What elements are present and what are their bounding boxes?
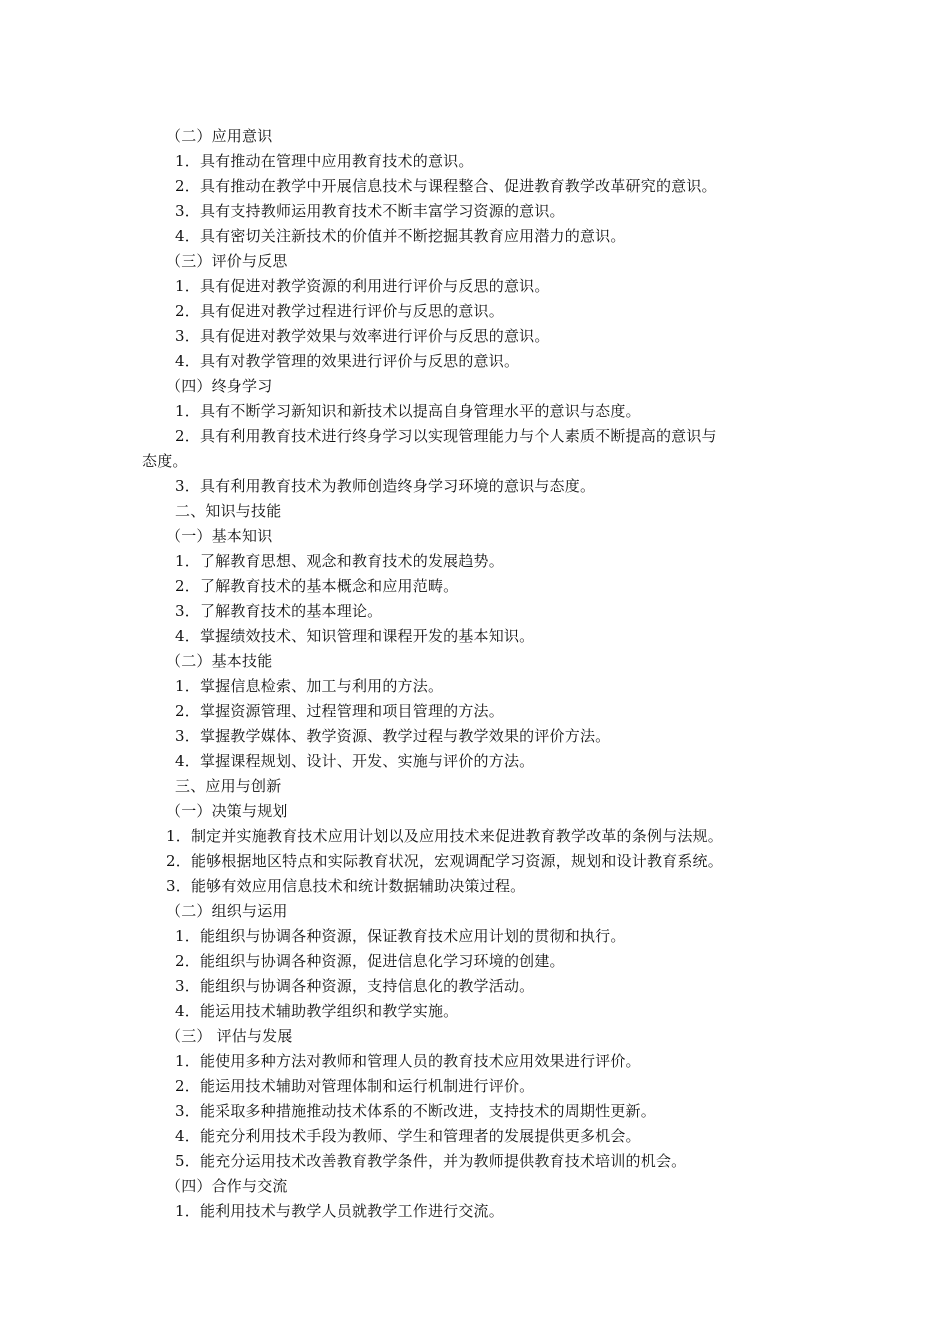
list-item: 1．具有推动在管理中应用教育技术的意识。 bbox=[175, 152, 474, 170]
list-item: 2．了解教育技术的基本概念和应用范畴。 bbox=[175, 577, 459, 595]
section-heading: （二）基本技能 bbox=[166, 652, 273, 670]
section-heading: （三） 评估与发展 bbox=[166, 1027, 293, 1045]
list-item: 1．具有不断学习新知识和新技术以提高自身管理水平的意识与态度。 bbox=[175, 402, 641, 420]
list-item: 2．能组织与协调各种资源，促进信息化学习环境的创建。 bbox=[175, 952, 565, 970]
list-item: 2．能运用技术辅助对管理体制和运行机制进行评价。 bbox=[175, 1077, 535, 1095]
list-item: 4．能运用技术辅助教学组织和教学实施。 bbox=[175, 1002, 459, 1020]
list-item: 2．具有促进对教学过程进行评价与反思的意识。 bbox=[175, 302, 504, 320]
list-item-continuation: 态度。 bbox=[142, 452, 188, 470]
chapter-heading: 三、应用与创新 bbox=[175, 777, 282, 795]
list-item: 3．具有利用教育技术为教师创造终身学习环境的意识与态度。 bbox=[175, 477, 596, 495]
list-item: 3．能够有效应用信息技术和统计数据辅助决策过程。 bbox=[166, 877, 526, 895]
section-heading: （三）评价与反思 bbox=[166, 252, 288, 270]
list-item: 2．掌握资源管理、过程管理和项目管理的方法。 bbox=[175, 702, 504, 720]
list-item: 2．具有利用教育技术进行终身学习以实现管理能力与个人素质不断提高的意识与 bbox=[175, 427, 717, 445]
list-item: 4．能充分利用技术手段为教师、学生和管理者的发展提供更多机会。 bbox=[175, 1127, 641, 1145]
list-item: 1．能使用多种方法对教师和管理人员的教育技术应用效果进行评价。 bbox=[175, 1052, 641, 1070]
list-item: 4．掌握课程规划、设计、开发、实施与评价的方法。 bbox=[175, 752, 535, 770]
section-heading: （二）组织与运用 bbox=[166, 902, 288, 920]
list-item: 3．具有支持教师运用教育技术不断丰富学习资源的意识。 bbox=[175, 202, 565, 220]
section-heading: （一）决策与规划 bbox=[166, 802, 288, 820]
list-item: 4．具有对教学管理的效果进行评价与反思的意识。 bbox=[175, 352, 520, 370]
chapter-heading: 二、知识与技能 bbox=[175, 502, 282, 520]
list-item: 1．掌握信息检索、加工与利用的方法。 bbox=[175, 677, 444, 695]
list-item: 3．能组织与协调各种资源，支持信息化的教学活动。 bbox=[175, 977, 535, 995]
list-item: 4．掌握绩效技术、知识管理和课程开发的基本知识。 bbox=[175, 627, 535, 645]
list-item: 1．能利用技术与教学人员就教学工作进行交流。 bbox=[175, 1202, 504, 1220]
section-heading: （四）终身学习 bbox=[166, 377, 273, 395]
list-item: 2．具有推动在教学中开展信息技术与课程整合、促进教育教学改革研究的意识。 bbox=[175, 177, 717, 195]
section-heading: （一）基本知识 bbox=[166, 527, 273, 545]
list-item: 1．具有促进对教学资源的利用进行评价与反思的意识。 bbox=[175, 277, 550, 295]
list-item: 5．能充分运用技术改善教育教学条件，并为教师提供教育技术培训的机会。 bbox=[175, 1152, 687, 1170]
list-item: 3．了解教育技术的基本理论。 bbox=[175, 602, 383, 620]
list-item: 4．具有密切关注新技术的价值并不断挖掘其教育应用潜力的意识。 bbox=[175, 227, 626, 245]
list-item: 3．掌握教学媒体、教学资源、教学过程与教学效果的评价方法。 bbox=[175, 727, 611, 745]
list-item: 3．能采取多种措施推动技术体系的不断改进，支持技术的周期性更新。 bbox=[175, 1102, 656, 1120]
section-heading: （四）合作与交流 bbox=[166, 1177, 288, 1195]
list-item: 3．具有促进对教学效果与效率进行评价与反思的意识。 bbox=[175, 327, 550, 345]
list-item: 1．能组织与协调各种资源，保证教育技术应用计划的贯彻和执行。 bbox=[175, 927, 626, 945]
section-heading: （二）应用意识 bbox=[166, 127, 273, 145]
list-item: 1．制定并实施教育技术应用计划以及应用技术来促进教育教学改革的条例与法规。 bbox=[166, 827, 723, 845]
list-item: 1．了解教育思想、观念和教育技术的发展趋势。 bbox=[175, 552, 504, 570]
list-item: 2．能够根据地区特点和实际教育状况，宏观调配学习资源，规划和设计教育系统。 bbox=[166, 852, 723, 870]
